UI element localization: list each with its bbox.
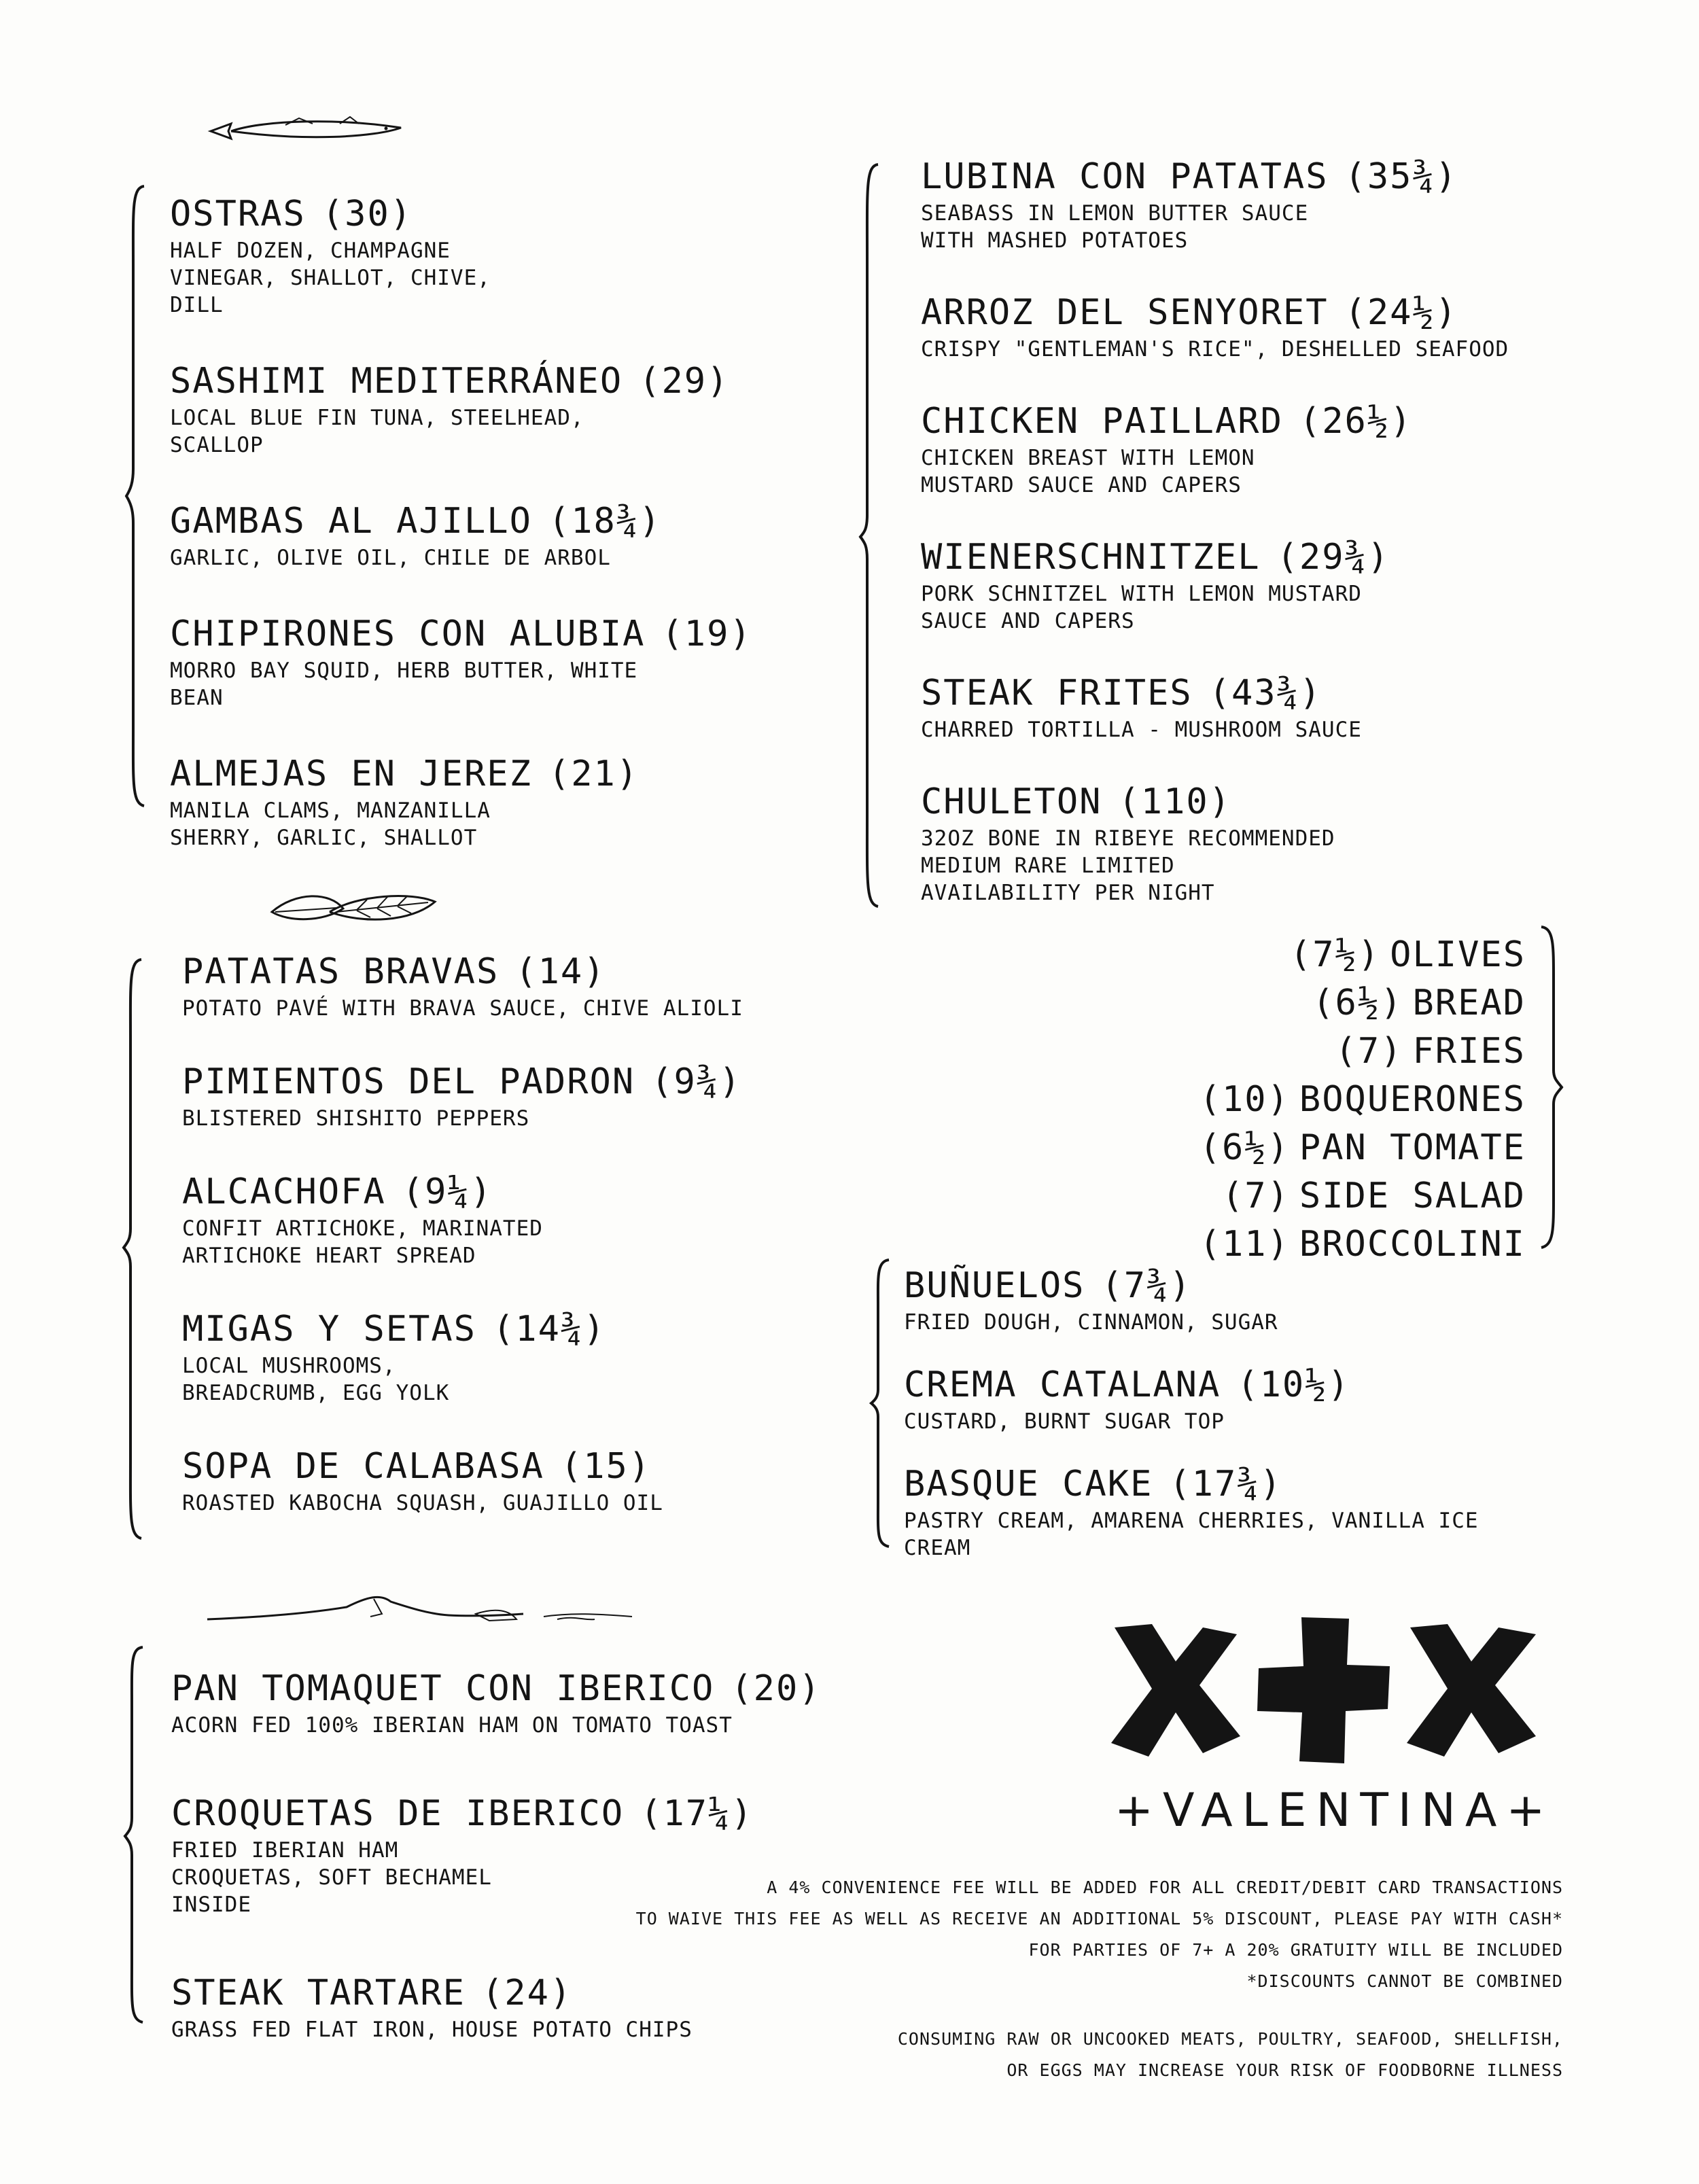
item-description: CHARRED TORTILLA - MUSHROOM SAUCE — [921, 718, 1362, 742]
item-name: STEAK TARTARE — [171, 1973, 466, 2013]
menu-item — [182, 1172, 743, 1269]
menu-item — [921, 537, 1509, 635]
item-description: FRIED DOUGH, CINNAMON, SUGAR — [904, 1310, 1278, 1335]
menu-item — [904, 1464, 1516, 1562]
item-price: (9¼) — [402, 1172, 493, 1212]
item-description: PORK SCHNITZEL WITH LEMON MUSTARD SAUCE AND CAPERS — [921, 582, 1362, 633]
menu-item — [921, 673, 1509, 743]
item-price: (43¾) — [1208, 673, 1323, 714]
brace-desserts — [869, 1257, 896, 1549]
warning-line: OR EGGS MAY INCREASE YOUR RISK OF FOODBORNE ILLNESS — [1006, 2060, 1563, 2080]
item-description: PASTRY CREAM, AMARENA CHERRIES, VANILLA ICE CREAM — [904, 1509, 1479, 1560]
side-item — [1199, 979, 1526, 1027]
item-price: (26½) — [1299, 401, 1413, 442]
item-description: SEABASS IN LEMON BUTTER SAUCE WITH MASHED POTATOES — [921, 201, 1309, 253]
section-vegetables — [182, 951, 743, 1517]
fish-icon — [204, 114, 408, 148]
side-price: (10) — [1199, 1079, 1290, 1120]
brace-seafood — [124, 183, 151, 809]
item-name: CHIPIRONES CON ALUBIA — [170, 614, 646, 654]
menu-item — [171, 1668, 822, 1739]
item-description: GARLIC, OLIVE OIL, CHILE DE ARBOL — [170, 546, 611, 570]
brace-sides — [1537, 924, 1564, 1250]
side-name: BOQUERONES — [1299, 1079, 1526, 1120]
sides-list — [1199, 931, 1526, 1269]
section-desserts — [904, 1265, 1516, 1562]
side-name: OLIVES — [1390, 934, 1526, 975]
item-name: CHICKEN PAILLARD — [921, 401, 1283, 442]
item-price: (21) — [548, 754, 640, 794]
menu-item — [182, 951, 743, 1022]
brace-mains — [858, 162, 885, 909]
item-description: BLISTERED SHISHITO PEPPERS — [182, 1106, 530, 1131]
item-price: (14¾) — [493, 1309, 606, 1350]
item-name: SASHIMI MEDITERRÁNEO — [170, 361, 623, 402]
item-description: CONFIT ARTICHOKE, MARINATED ARTICHOKE HEART SPREAD — [182, 1216, 543, 1268]
item-price: (30) — [321, 194, 413, 234]
item-price: (110) — [1118, 781, 1231, 822]
item-description: LOCAL BLUE FIN TUNA, STEELHEAD, SCALLOP — [170, 406, 584, 457]
side-price: (6½) — [1312, 983, 1403, 1023]
note-line: FOR PARTIES OF 7+ A 20% GRATUITY WILL BE INCLUDED — [1028, 1940, 1563, 1960]
item-price: (17¼) — [640, 1793, 754, 1834]
mountains-icon — [204, 1587, 639, 1634]
item-price: (14) — [515, 951, 606, 992]
item-name: ALMEJAS EN JEREZ — [170, 754, 532, 794]
side-name: BREAD — [1412, 983, 1526, 1023]
menu-item — [170, 614, 752, 711]
item-description: 32OZ BONE IN RIBEYE RECOMMENDED MEDIUM RARE LIMITED AVAILABILITY PER NIGHT — [921, 826, 1335, 905]
brace-iberico — [122, 1644, 150, 2025]
item-name: BUÑUELOS — [904, 1265, 1085, 1306]
item-description: CUSTARD, BURNT SUGAR TOP — [904, 1409, 1225, 1434]
item-name: BASQUE CAKE — [904, 1464, 1153, 1504]
item-description: FRIED IBERIAN HAM CROQUETAS, SOFT BECHAMEL INSIDE — [171, 1838, 492, 1917]
item-price: (20) — [731, 1668, 822, 1709]
item-name: PATATAS BRAVAS — [182, 951, 500, 992]
item-name: CROQUETAS DE IBERICO — [171, 1793, 625, 1834]
side-item — [1199, 1076, 1526, 1124]
menu-item — [921, 292, 1509, 363]
item-price: (10½) — [1237, 1364, 1350, 1405]
item-description: HALF DOZEN, CHAMPAGNE VINEGAR, SHALLOT, CHIVE, DILL — [170, 239, 491, 317]
item-description: POTATO PAVÉ WITH BRAVA SAUCE, CHIVE ALIOLI — [182, 996, 743, 1021]
item-description: MANILA CLAMS, MANZANILLA SHERRY, GARLIC, SHALLOT — [170, 798, 491, 850]
menu-item — [904, 1265, 1516, 1336]
section-seafood-starters — [170, 194, 752, 894]
menu-item — [904, 1364, 1516, 1435]
health-warning — [898, 2024, 1563, 2086]
item-description: GRASS FED FLAT IRON, HOUSE POTATO CHIPS — [171, 2018, 693, 2042]
item-description: ROASTED KABOCHA SQUASH, GUAJILLO OIL — [182, 1491, 663, 1515]
brand-logo-icon — [1101, 1610, 1549, 1774]
warning-line: CONSUMING RAW OR UNCOOKED MEATS, POULTRY, SEAFOOD, SHELLFISH, — [897, 2029, 1563, 2049]
brand-wordmark: +VALENTINA+ — [1115, 1784, 1555, 1837]
item-price: (24½) — [1344, 292, 1458, 333]
section-sides — [1155, 931, 1526, 1271]
side-price: (7) — [1222, 1176, 1290, 1216]
item-price: (18¾) — [548, 501, 662, 542]
menu-item — [921, 156, 1509, 254]
side-item — [1199, 1124, 1526, 1172]
item-price: (24) — [482, 1973, 573, 2013]
item-price: (19) — [661, 614, 752, 654]
side-price: (7) — [1335, 1031, 1403, 1072]
item-price: (29¾) — [1276, 537, 1390, 578]
item-price: (35¾) — [1344, 156, 1458, 197]
menu-item — [182, 1446, 743, 1517]
side-name: PAN TOMATE — [1299, 1127, 1526, 1168]
note-line: *DISCOUNTS CANNOT BE COMBINED — [1246, 1971, 1563, 1991]
item-name: GAMBAS AL AJILLO — [170, 501, 532, 542]
item-description: MORRO BAY SQUID, HERB BUTTER, WHITE BEAN — [170, 658, 638, 710]
item-description: CHICKEN BREAST WITH LEMON MUSTARD SAUCE AND CAPERS — [921, 446, 1255, 497]
note-line: TO WAIVE THIS FEE AS WELL AS RECEIVE AN ADDITIONAL 5% DISCOUNT, PLEASE PAY WITH CASH* — [635, 1909, 1563, 1928]
menu-item — [170, 361, 752, 459]
item-price: (29) — [639, 361, 730, 402]
item-description: LOCAL MUSHROOMS, BREADCRUMB, EGG YOLK — [182, 1354, 450, 1405]
item-name: ALCACHOFA — [182, 1172, 386, 1212]
note-line: A 4% CONVENIENCE FEE WILL BE ADDED FOR ALL CREDIT/DEBIT CARD TRANSACTIONS — [767, 1878, 1563, 1897]
side-price: (11) — [1199, 1224, 1290, 1265]
side-name: FRIES — [1412, 1031, 1526, 1072]
side-price: (6½) — [1199, 1127, 1290, 1168]
item-name: STEAK FRITES — [921, 673, 1193, 714]
payment-notes — [636, 1872, 1563, 1997]
brace-vegetables — [121, 957, 148, 1541]
menu-item — [170, 501, 752, 571]
item-name: ARROZ DEL SENYORET — [921, 292, 1329, 333]
item-price: (9¾) — [651, 1061, 742, 1102]
item-description: CRISPY "GENTLEMAN'S RICE", DESHELLED SEAFOOD — [921, 337, 1509, 362]
menu-item — [182, 1309, 743, 1407]
menu-item — [170, 754, 752, 851]
side-item — [1199, 1172, 1526, 1220]
menu-item — [921, 781, 1509, 906]
side-price: (7½) — [1289, 934, 1381, 975]
item-description: ACORN FED 100% IBERIAN HAM ON TOMATO TOAST — [171, 1713, 733, 1738]
item-price: (7¾) — [1101, 1265, 1192, 1306]
item-name: PIMIENTOS DEL PADRON — [182, 1061, 635, 1102]
item-name: OSTRAS — [170, 194, 306, 234]
item-name: PAN TOMAQUET CON IBERICO — [171, 1668, 715, 1709]
side-item — [1199, 931, 1526, 979]
item-name: MIGAS Y SETAS — [182, 1309, 476, 1350]
item-price: (15) — [560, 1446, 652, 1487]
section-mains — [921, 156, 1509, 906]
item-name: CREMA CATALANA — [904, 1364, 1221, 1405]
item-price: (17¾) — [1169, 1464, 1282, 1504]
side-name: BROCCOLINI — [1299, 1224, 1526, 1265]
side-item — [1199, 1027, 1526, 1076]
side-name: SIDE SALAD — [1299, 1176, 1526, 1216]
menu-item — [170, 194, 752, 319]
menu-item — [921, 401, 1509, 499]
item-name: WIENERSCHNITZEL — [921, 537, 1261, 578]
item-name: LUBINA CON PATATAS — [921, 156, 1329, 197]
item-name: SOPA DE CALABASA — [182, 1446, 544, 1487]
menu-item — [182, 1061, 743, 1132]
side-item — [1199, 1220, 1526, 1269]
item-name: CHULETON — [921, 781, 1102, 822]
